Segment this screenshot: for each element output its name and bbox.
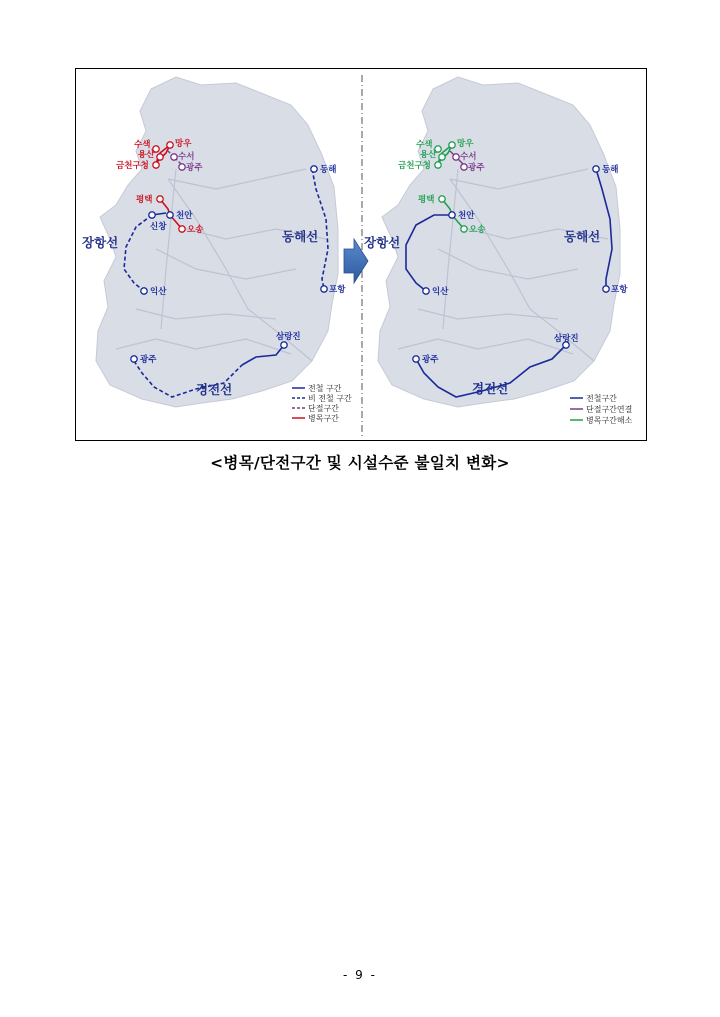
left-label-gwangju-s: 광주 (140, 355, 157, 365)
right-station-iksan-dot (423, 288, 429, 294)
right-line-donghae: 동해선 (564, 229, 601, 244)
left-legend-label-4: 병목구간 (308, 414, 339, 423)
left-label-yongsan: 용산 (138, 150, 155, 160)
right-label-suseo: 수서 (460, 152, 477, 162)
left-label-donghae: 동해 (320, 165, 337, 175)
right-line-gyeongjeon: 경전선 (472, 381, 509, 396)
right-label-mangwoo: 망우 (457, 139, 474, 149)
left-label-suseo: 수서 (178, 152, 195, 162)
right-station-suseo-dot (453, 154, 459, 160)
right-legend-label-3: 병목구간해소 (586, 416, 633, 425)
left-label-mangwoo: 망우 (175, 139, 192, 149)
right-label-osong: 오송 (469, 225, 486, 235)
left-station-suseo-dot (171, 154, 177, 160)
right-label-pyeongtaek: 평택 (418, 195, 435, 205)
right-label-pohang: 포항 (611, 285, 628, 295)
right-label-gwangju-s: 광주 (422, 355, 439, 365)
left-legend-label-2: 비 전철 구간 (308, 394, 352, 403)
left-label-suseak: 수색 (134, 140, 151, 150)
right-label-donghae: 동해 (602, 165, 619, 175)
left-line-gyeongjeon: 경전선 (196, 382, 233, 397)
right-label-yongsan: 용산 (420, 150, 437, 160)
right-label-samnangjin: 삼랑진 (554, 334, 579, 344)
right-label-iksan: 익산 (432, 287, 449, 297)
left-station-pyeongtaek-dot (157, 196, 163, 202)
right-legend-label-1: 전철구간 (586, 394, 617, 403)
left-station-cheonan-dot (167, 212, 173, 218)
left-line-donghae: 동해선 (282, 229, 319, 244)
left-station-pohang-dot (321, 286, 327, 292)
left-label-cheonan: 천안 (176, 211, 193, 221)
left-legend-label-1: 전철 구간 (308, 384, 342, 393)
right-station-yongsan-dot (439, 154, 445, 160)
right-station-pohang-dot (603, 286, 609, 292)
left-station-geumcheon-dot (153, 162, 159, 168)
right-station-mangwoo-dot (449, 142, 455, 148)
right-station-pyeongtaek-dot (439, 196, 445, 202)
left-label-sinchang: 신창 (150, 222, 167, 232)
left-station-mangwoo-dot (167, 142, 173, 148)
left-station-yongsan-dot (157, 154, 163, 160)
right-station-osong-dot (461, 226, 467, 232)
left-label-geumcheon: 금천구청 (116, 161, 149, 171)
left-legend-label-3: 단절구간 (308, 404, 339, 413)
figure (75, 68, 647, 441)
right-station-geumcheon-dot (435, 162, 441, 168)
page-number: - 9 - (343, 968, 377, 982)
right-label-cheonan: 천안 (458, 211, 475, 221)
left-label-gwangju-n: 광주 (186, 163, 203, 173)
left-label-pyeongtaek: 평택 (136, 195, 153, 205)
left-label-pohang: 포항 (329, 285, 346, 295)
left-label-iksan: 익산 (150, 287, 167, 297)
left-station-gwangju-s-dot (131, 356, 137, 362)
left-map (82, 77, 352, 423)
left-line-janghang: 장항선 (82, 235, 119, 250)
left-station-osong-dot (179, 226, 185, 232)
right-label-geumcheon: 금천구청 (398, 161, 431, 171)
left-station-donghae-dot (311, 166, 317, 172)
left-label-osong: 오송 (187, 225, 204, 235)
figure-caption: <병목/단전구간 및 시설수준 불일치 변화> (210, 454, 510, 472)
right-line-janghang: 장항선 (364, 235, 401, 250)
right-legend (570, 393, 633, 425)
left-station-gwangju-n-dot (179, 164, 185, 170)
left-station-samnangjin-dot (281, 342, 287, 348)
right-station-gwangju-s-dot (413, 356, 419, 362)
left-station-iksan-dot (141, 288, 147, 294)
right-station-gwangju-n-dot (461, 164, 467, 170)
left-label-samnangjin: 삼랑진 (276, 332, 301, 342)
right-label-gwangju-n: 광주 (468, 163, 485, 173)
left-legend (292, 383, 352, 423)
right-map (364, 77, 633, 425)
left-station-sinchang-dot (149, 212, 155, 218)
right-station-donghae-dot (593, 166, 599, 172)
railway-maps (76, 69, 648, 442)
right-station-cheonan-dot (449, 212, 455, 218)
right-legend-label-2: 단절구간연결 (586, 405, 633, 414)
right-label-suseak: 수색 (416, 140, 433, 150)
